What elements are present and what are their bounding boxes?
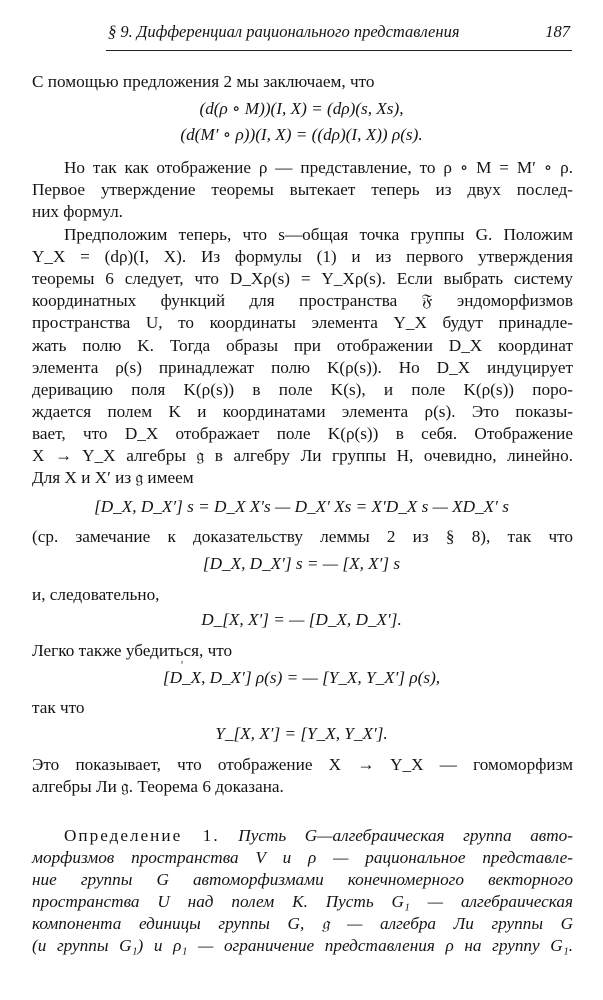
definition-line: пространства U над полем K. Пусть G₁ — алгебраическая — [32, 892, 573, 911]
text-line: вает, что D_X отображает поле K(ρ(s)) в себя. Отображение — [32, 424, 573, 443]
text-line: Это показывает, что отображение X → Y_X — гомоморфизм — [32, 755, 573, 774]
definition-line: ние группы G автоморфизмами конечномерного векторного — [32, 870, 573, 889]
text-line: алгебры Ли 𝔤. Теорема 6 доказана. — [32, 777, 284, 796]
text-line: С помощью предложения 2 мы заключаем, что — [32, 72, 375, 91]
running-header — [108, 22, 570, 42]
text-line: так что — [32, 698, 85, 717]
definition-line: морфизмов пространства V и ρ — рациональное представле- — [32, 848, 573, 867]
header-title: § 9. Дифференциал рационального представления — [108, 22, 460, 41]
equation: [D_X, D_X′] s = D_X X′s — D_X′ Xs = X′D_X s — XD_X′ s — [94, 497, 509, 516]
text-line: элемента ρ(s) принадлежат полю K(ρ(s)). Но D_X индуцирует — [32, 358, 573, 377]
equation: Y_[X, X′] = [Y_X, Y_X′]. — [215, 724, 388, 743]
definition-label: Определение 1. — [64, 826, 220, 845]
text-line: деривацию поля K(ρ(s)) в поле K(s), и поле K(ρ(s)) поро- — [32, 380, 573, 399]
text-line: Предположим теперь, что s—общая точка группы G. Положим — [64, 225, 573, 244]
text-line: ждается полем K и координатами элемента ρ(s). Это показы- — [32, 402, 573, 421]
text-line: Для X и X′ из 𝔤 имеем — [32, 468, 194, 487]
text-line: Легко также убедиться, что — [32, 641, 233, 660]
text-line: и, следовательно, — [32, 585, 160, 604]
equation: (d(M′ ∘ ρ))(I, X) = ((dρ)(I, X)) ρ(s). — [180, 125, 423, 144]
text-line: (ср. замечание к доказательству леммы 2 из § 8), так что — [32, 527, 573, 546]
equation: [D_X, D_X′] ρ(s) = — [Y_X, Y_X′] ρ(s), — [162, 668, 441, 687]
text-line: X → Y_X алгебры 𝔤 в алгебру Ли группы H, очевидно, линейно. — [32, 446, 573, 465]
text-line: Но так как отображение ρ — представление, то ρ ∘ M = M′ ∘ ρ. — [64, 158, 573, 177]
text-line: теоремы 6 следует, что D_Xρ(s) = Y_Xρ(s). Если выбрать систему — [32, 269, 573, 288]
definition-line — [64, 825, 573, 847]
text-line: пространства U, то координаты элемента Y_X будут принадле- — [32, 313, 573, 332]
header-rule — [106, 50, 572, 51]
equation: (d(ρ ∘ M))(I, X) = (dρ)(s, Xs), — [199, 99, 404, 118]
definition-text: Пусть G—алгебраическая группа авто- — [238, 826, 573, 845]
text-line: Первое утверждение теоремы вытекает теперь из двух послед- — [32, 180, 573, 199]
definition-line: (и группы G₁) и ρ₁ — ограничение представления ρ на группу G₁. — [32, 936, 573, 955]
text-line: жать полю K. Тогда образы при отображении D_X координат — [32, 336, 573, 355]
text-line: Y_X = (dρ)(I, X). Из формулы (1) и из первого утверждения — [32, 247, 573, 266]
definition-line: компонента единицы группы G, 𝔤 — алгебра Ли группы G — [32, 914, 573, 933]
stray-mark: ʼ — [180, 658, 184, 672]
page-number: 187 — [545, 22, 570, 41]
equation: D_[X, X′] = — [D_X, D_X′]. — [201, 610, 402, 629]
equation: [D_X, D_X′] s = — [X, X′] s — [202, 554, 401, 573]
text-line: них формул. — [32, 202, 123, 221]
text-line: координатных функций для пространства 𝔉 эндоморфизмов — [32, 291, 573, 310]
